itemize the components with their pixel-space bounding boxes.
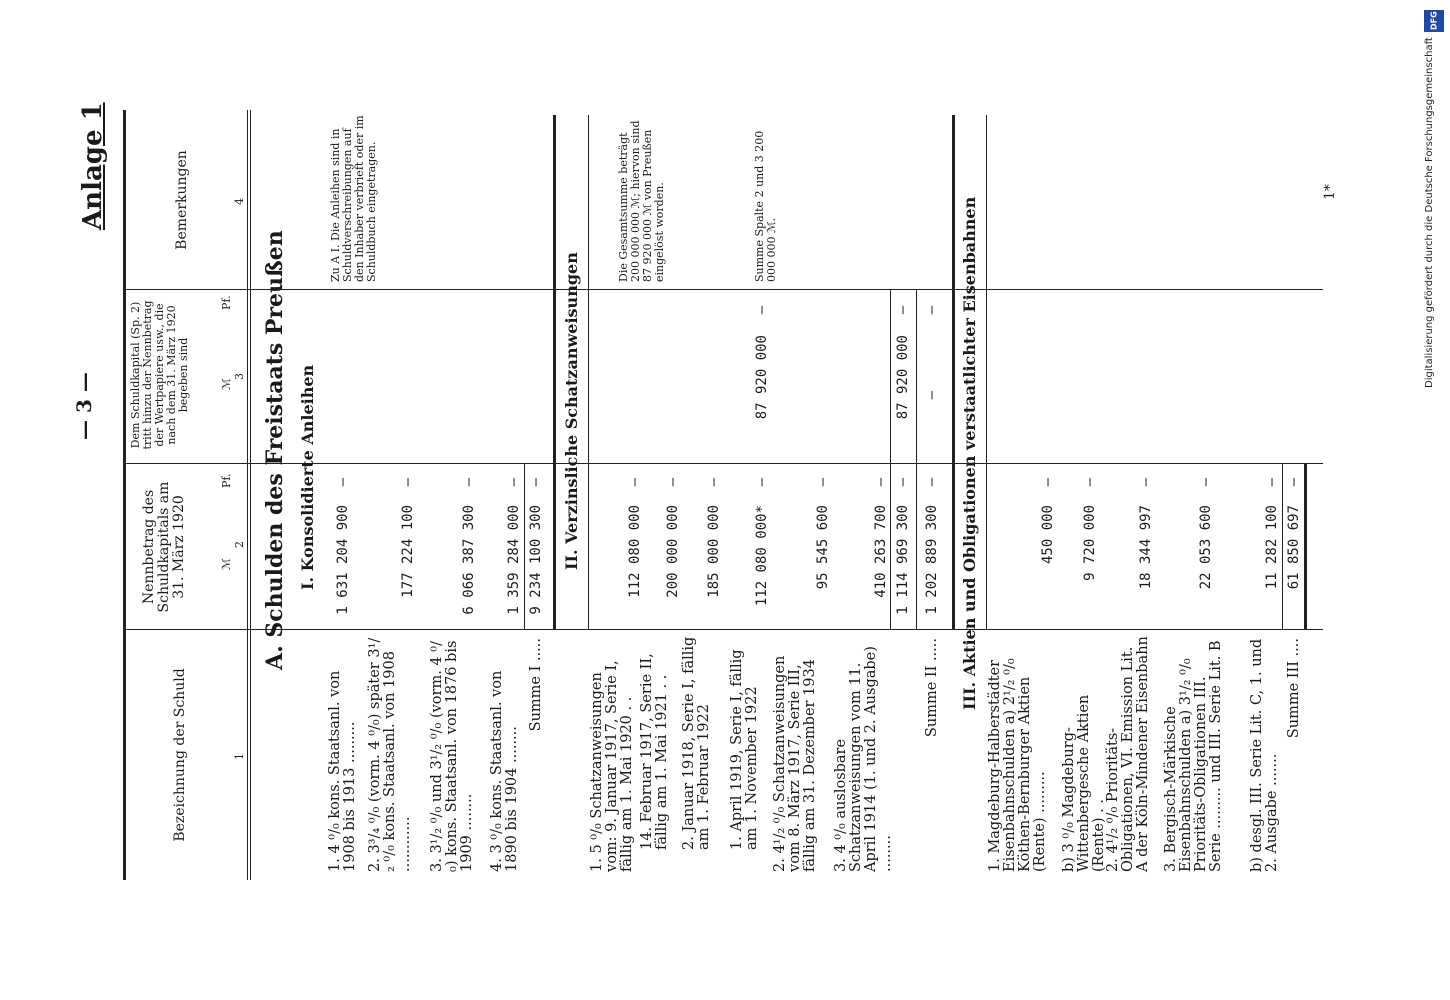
s2-row3-amount: 185 000 000 [706, 505, 722, 598]
s2-top-rule [588, 115, 589, 630]
section2-note2: Summe Spalte 2 und 3 200 000 000 ℳ. [753, 130, 778, 282]
s2-row4-pf: — [754, 477, 770, 487]
s2-row2-amount: 200 000 000 [665, 505, 681, 598]
s2-row6-label: 3. 4 ⁰/₀ auslosbare Schatzanweisungen vom 11. April 1914 (1. und 2. Ausgabe) ........ [833, 646, 894, 872]
s3-row4-label: 3. Bergisch-Märkische Eisenbahnschulden a) 3¹/₂ ⁰/₀ Prioritäts-Obligationen III. Serie ......... und III. Serie Lit. B [1163, 640, 1224, 872]
s3-end-rule [1304, 464, 1307, 630]
s1-row2-pf: — [400, 477, 416, 487]
s1-row3-pf: — [461, 477, 477, 487]
s1-section-end-rule [553, 115, 556, 630]
s1-row4-amount: 1 359 284 000 [506, 505, 522, 615]
s3-row5-pf: — [1264, 477, 1280, 487]
s1-row1-amount: 1 631 204 900 [335, 505, 351, 615]
s2-sum-amount3: — [924, 390, 940, 400]
s2-sum-rule [916, 290, 917, 630]
s1-row2-label: 2. 3³/₄ ⁰/₀ (vorm. 4 ⁰/₀) später 3¹/₂ ⁰/₀ kons. Staatsanl. von 1908 ............ [367, 637, 413, 872]
annex-title: Anlage 1 [78, 102, 108, 230]
section3-title: III. Aktien und Obligationen verstaatlichter Eisenbahnen [960, 196, 979, 710]
s2-row1-pf: — [627, 477, 643, 487]
s1-sum-label: Summe I ..... [528, 638, 544, 732]
page-number: — 3 — [72, 372, 96, 440]
col-divider-1-2 [123, 629, 1323, 630]
s2-sum-pf: — [924, 477, 940, 487]
s1-row3-label: 3. 3¹/₂ ⁰/₀ und 3¹/₂ ⁰/₀ (vorm. 4 ⁰/₀) kons. Staatsanl. von 1876 bis 1909 ........ [429, 640, 475, 872]
s2-sum-label: Summe II ..... [924, 638, 940, 738]
col4-number: 4 [233, 198, 246, 205]
section2-title: II. Verzinsliche Schatzanweisungen [562, 252, 581, 570]
s2-subtotal-rule [890, 290, 891, 630]
dfg-badge: DFG [1424, 10, 1444, 32]
col1-number: 1 [233, 753, 246, 760]
s1-sum-rule [524, 464, 525, 630]
col3-header: Dem Schuldkapital (Sp. 2) tritt hinzu der Nennbetrag der Wertpapiere usw., die nach dem 31. März 1920 begeben sind [129, 300, 190, 450]
s1-row3-amount: 6 066 387 300 [461, 505, 477, 615]
s2-row6-pf: — [873, 477, 889, 487]
col3-number: 3 [233, 373, 246, 380]
s2-row2-pf: — [665, 477, 681, 487]
s3-row2-amount: 9 720 000 [1082, 505, 1098, 581]
s3-sum-pf: — [1286, 477, 1302, 487]
s1-row4-pf: — [506, 477, 522, 487]
s3-sum-label: Summe III .... [1286, 638, 1302, 739]
s2-row4-amount: 112 080 000* [754, 505, 770, 607]
s2-subtotal-amount3: 87 920 000 [895, 335, 911, 420]
s3-sum-rule [1282, 464, 1283, 630]
section1-note: Zu A I. Die Anleihen sind in Schuldverschreibungen auf den Inhaber verbrieft oder im Schuldbuch eingetragen. [329, 115, 378, 282]
s3-row1-amount: 450 000 [1040, 505, 1056, 565]
s3-row1-label: 1. Magdeburg-Halberstädter Eisenbahnschulden a) 2¹/₂ ⁰/₀ Köthen-Bernburger Aktien (Rente) ......... [987, 658, 1048, 872]
s3-row2-label: b) 3 ⁰/₀ Magdeburg-Wittenbergesche Aktien (Rente) . . [1061, 694, 1107, 872]
col3-pf: Pf. [220, 295, 233, 310]
s2-subtotal-pf3: — [895, 305, 911, 315]
header-bottom-rule [247, 110, 248, 880]
s3-row3-label: 2. 4¹/₂ ⁰/₀ Prioritäts-Obligationen, VI. Emission Lit. A der Köln-Mindener Eisenbahn [1105, 636, 1151, 872]
s2-row3-label: 2. Januar 1918, Serie I, fällig am 1. Februar 1922 [681, 636, 712, 850]
s3-top-rule [986, 115, 987, 630]
s2-row6-amount: 410 263 700 [873, 505, 889, 598]
s2-row4-pf3: — [754, 305, 770, 315]
s3-row5-amount: 11 282 100 [1264, 505, 1280, 590]
s3-row3-amount: 18 344 997 [1138, 505, 1154, 590]
s2-sum-pf3: — [924, 305, 940, 315]
s3-row2-pf: — [1082, 477, 1098, 487]
s2-row5-label: 2. 4¹/₂ ⁰/₀ Schatzanweisungen vom 8. März 1917, Serie III, fällig am 31. Dezember 1934 [772, 655, 818, 872]
footnote-mark: 1* [1322, 184, 1338, 200]
col2-number: 2 [233, 541, 246, 548]
s2-row4-label: 1. April 1919, Serie I, fällig am 1. November 1922 [729, 649, 760, 850]
s3-row3-pf: — [1138, 477, 1154, 487]
s1-row4-label: 4. 3 ⁰/₀ kons. Staatsanl. von 1890 bis 1904 ........ [489, 670, 520, 872]
s2-row2-label: 14. Februar 1917, Serie II, fällig am 1. Mai 1921 . . [639, 653, 670, 850]
col2-currency: ℳ [220, 558, 233, 570]
section2-note1: Die Gesamtsumme beträgt 200 000 000 ℳ; hiervon sind 87 920 000 ℳ von Preußen eingelöst worden. [617, 120, 666, 282]
s2-row5-amount: 95 545 600 [815, 505, 831, 590]
section-a-title: A. Schulden des Freistaats Preußen [262, 230, 288, 670]
col2-header: Nennbetrag des Schuldkapitals am 31. März 1920 [141, 481, 187, 613]
col4-header: Bemerkungen [174, 150, 190, 250]
section1-title: I. Konsolidierte Anleihen [298, 364, 317, 590]
s3-row4-pf: — [1198, 477, 1214, 487]
dfg-strip [1420, 0, 1450, 1000]
table-top-rule [123, 110, 126, 880]
s3-row4-amount: 22 053 600 [1198, 505, 1214, 590]
s2-subtotal-pf: — [895, 477, 911, 487]
s3-row1-pf: — [1040, 477, 1056, 487]
s2-row3-pf: — [706, 477, 722, 487]
col1-header: Bezeichnung der Schuld [172, 668, 188, 842]
col2-pf: Pf. [220, 473, 233, 488]
s2-subtotal-amount: 1 114 969 300 [895, 505, 911, 615]
col3-currency: ℳ [220, 378, 233, 390]
s1-sum-pf: — [528, 477, 544, 487]
s1-row2-amount: 177 224 100 [400, 505, 416, 598]
col-divider-3-4 [123, 289, 1323, 290]
s2-row5-pf: — [815, 477, 831, 487]
s2-row1-amount: 112 080 000 [627, 505, 643, 598]
header-bottom-rule-2 [250, 110, 251, 880]
s2-row1-label: 1. 5 ⁰/₀ Schatzanweisungen vom: 9. Januar 1917, Serie I, fällig am 1. Mai 1920 . . [589, 660, 635, 872]
s2-sum-amount: 1 202 889 300 [924, 505, 940, 615]
s1-sum-amount: 9 234 100 300 [528, 505, 544, 615]
s1-row1-label: 1. 4 ⁰/₀ kons. Staatsanl. von 1908 bis 1913 ......... [327, 670, 358, 872]
s2-row4-amount3: 87 920 000 [754, 335, 770, 420]
s1-row1-pf: — [335, 477, 351, 487]
s3-sum-amount: 61 850 697 [1286, 505, 1302, 590]
s3-row5-label: b) desgl. III. Serie Lit. C, 1. und 2. Ausgabe ....... [1249, 638, 1280, 872]
s2-section-end-rule [952, 115, 955, 630]
dfg-credit-text: Digitalisierung gefördert durch die Deutsche Forschungsgemeinschaft [1424, 37, 1435, 388]
